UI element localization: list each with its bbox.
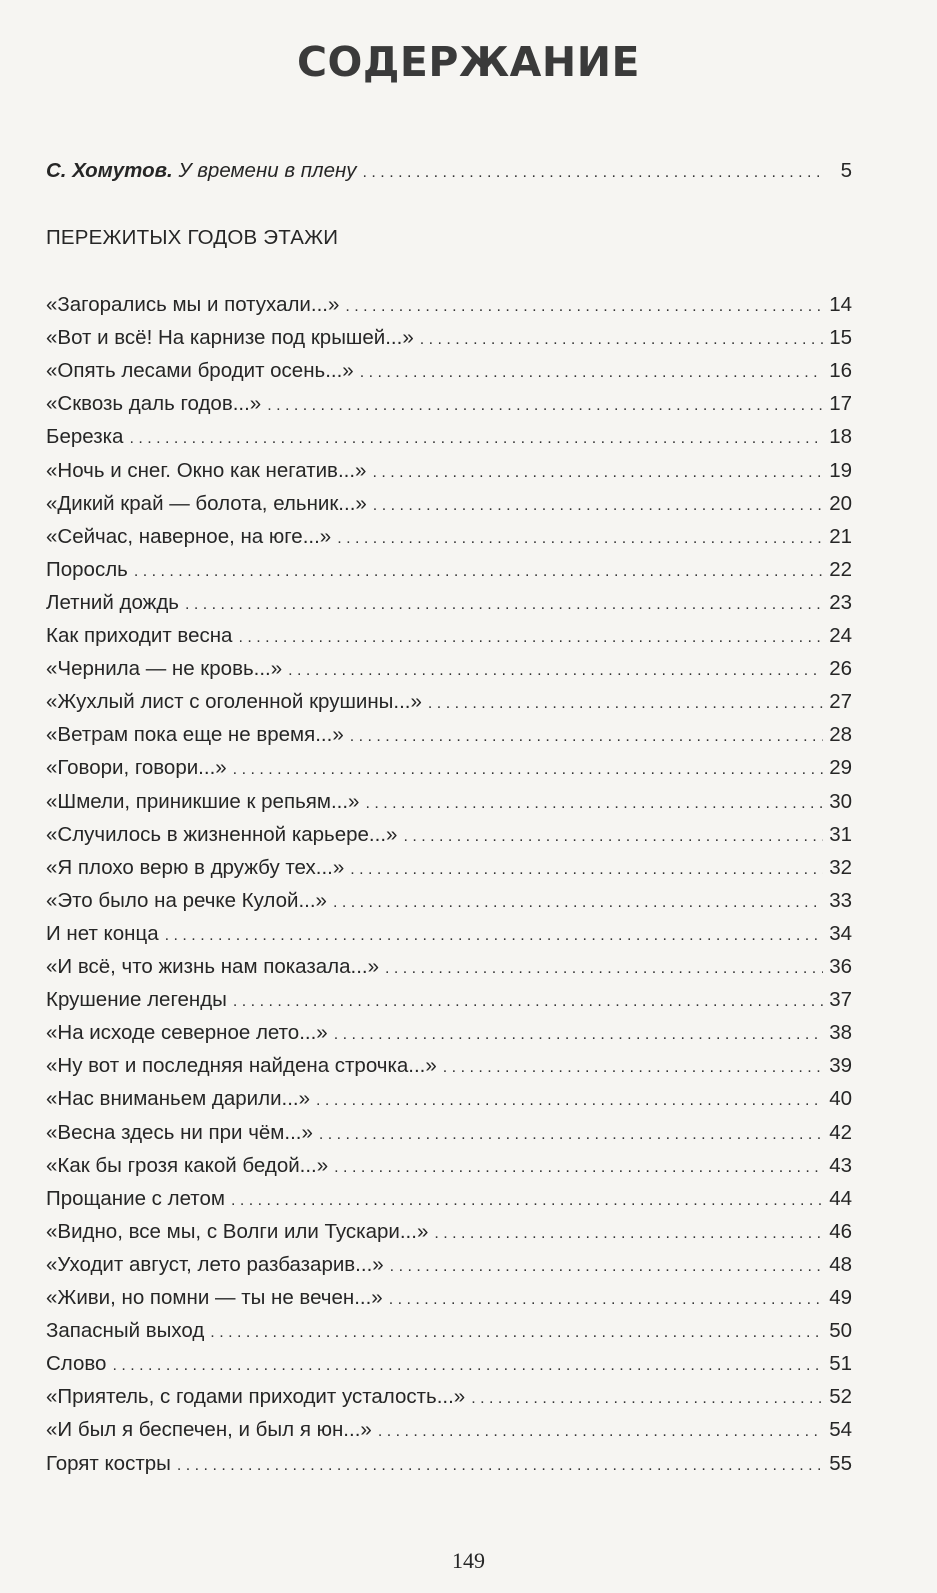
- section-heading: ПЕРЕЖИТЫХ ГОДОВ ЭТАЖИ: [46, 226, 339, 249]
- toc-entry-label: Поросль: [46, 557, 128, 581]
- toc-page-number: 49: [829, 1286, 852, 1309]
- toc-entry-label: «На исходе северное лето...»: [46, 1021, 328, 1045]
- toc-entry: [46, 355, 852, 387]
- dot-leader: [345, 291, 823, 323]
- dot-leader: [233, 754, 824, 786]
- toc-page-number: 32: [829, 855, 852, 879]
- toc-page-number: 52: [829, 1385, 852, 1409]
- toc-page-number: 23: [829, 590, 852, 614]
- dot-leader: [350, 854, 823, 886]
- dot-leader: [233, 986, 823, 1018]
- toc-entry: [46, 885, 852, 917]
- toc-entry-label: «Чернила — не кровь...»: [46, 657, 283, 681]
- toc-entry: [46, 786, 852, 818]
- toc-page-number: 16: [829, 359, 852, 383]
- toc-entry: [46, 1216, 852, 1248]
- dot-leader: [316, 1085, 823, 1117]
- dot-leader: [372, 457, 823, 489]
- toc-page-number: 43: [829, 1153, 852, 1177]
- toc-page-number: 30: [829, 789, 852, 813]
- toc-entry-label: «Опять лесами бродит осень...»: [46, 359, 354, 383]
- dot-leader: [334, 1019, 823, 1051]
- toc-page-number: 48: [829, 1252, 852, 1276]
- toc-entry: [46, 455, 852, 487]
- toc-entry: [46, 1414, 852, 1446]
- toc-entry-label: «Шмели, приникшие к репьям...»: [46, 789, 360, 813]
- toc-entry: [46, 1448, 852, 1480]
- dot-leader: [333, 887, 823, 919]
- intro-subtitle: У времени в плену: [178, 159, 357, 182]
- dot-leader: [390, 1251, 824, 1283]
- dot-leader: [337, 523, 823, 555]
- toc-entry-label: «Это было на речке Кулой...»: [46, 888, 327, 912]
- toc-entry: [46, 1282, 852, 1314]
- toc-page-number: 46: [829, 1219, 852, 1243]
- toc-page-number: 50: [829, 1319, 852, 1343]
- toc-page-number: 38: [829, 1021, 852, 1045]
- toc-page-number: 51: [829, 1352, 852, 1376]
- toc-page-number: 40: [829, 1087, 852, 1111]
- dot-leader: [443, 1052, 823, 1084]
- dot-leader: [363, 157, 824, 189]
- toc-entry: [46, 1083, 852, 1115]
- dot-leader: [185, 589, 823, 621]
- toc-page-number: 24: [829, 624, 852, 647]
- toc-entry-label: Крушение легенды: [46, 988, 227, 1012]
- toc-page-number: 54: [829, 1418, 852, 1442]
- toc-entry: [46, 852, 852, 884]
- toc-entry-label: Горят костры: [46, 1451, 171, 1475]
- toc-entry: [46, 653, 852, 685]
- dot-leader: [434, 1218, 823, 1250]
- toc-page-number: 36: [829, 955, 852, 978]
- toc-entry: [46, 719, 852, 751]
- toc-entry: [46, 620, 852, 652]
- toc-entry: [46, 984, 852, 1016]
- toc-entry-label: Как приходит весна: [46, 624, 233, 647]
- toc-page-number: 18: [829, 425, 852, 449]
- toc-page-number: 44: [829, 1186, 852, 1210]
- dot-leader: [385, 953, 823, 985]
- toc-entry-label: Летний дождь: [46, 590, 179, 614]
- toc-entry-label: «И всё, что жизнь нам показала...»: [46, 955, 379, 978]
- toc-page-number: 37: [829, 988, 852, 1012]
- toc-entry-label: «Живи, но помни — ты не вечен...»: [46, 1286, 383, 1309]
- toc-page-number: 15: [829, 326, 852, 350]
- toc-page-number: 14: [829, 293, 852, 316]
- toc-entry-label: «Загорались мы и потухали...»: [46, 293, 340, 316]
- toc-entry-label: «Сейчас, наверное, на юге...»: [46, 524, 332, 548]
- toc-page-number: 28: [829, 723, 852, 747]
- toc-entry-label: И нет конца: [46, 921, 159, 945]
- dot-leader: [360, 357, 823, 389]
- toc-entry-label: [46, 155, 357, 187]
- toc-entry-label: «Как бы грозя какой бедой...»: [46, 1153, 329, 1177]
- toc-entry: [46, 1050, 852, 1082]
- toc-entry-label: «Ну вот и последняя найдена строчка...»: [46, 1054, 437, 1078]
- toc-entry-label: «Сквозь даль годов...»: [46, 392, 262, 416]
- toc-entry: [46, 1017, 852, 1049]
- toc-entry: [46, 388, 852, 420]
- toc-entry: [46, 1183, 852, 1215]
- toc-entry: [46, 322, 852, 354]
- toc-entry: [46, 521, 852, 553]
- toc-page-number: 5: [840, 159, 852, 182]
- toc-entry-label: Березка: [46, 425, 124, 449]
- toc-entry-label: «Вот и всё! На карнизе под крышей...»: [46, 326, 414, 350]
- toc-entry: [46, 951, 852, 983]
- dot-leader: [334, 1152, 823, 1184]
- intro-author: С. Хомутов.: [46, 159, 173, 182]
- toc-page-number: 39: [829, 1054, 852, 1078]
- dot-leader: [177, 1450, 823, 1482]
- toc-entry-label: «Видно, все мы, с Волги или Тускари...»: [46, 1219, 429, 1243]
- toc-entry-label: «Дикий край — болота, ельник...»: [46, 491, 367, 515]
- dot-leader: [231, 1185, 823, 1217]
- toc-entry-label: «Ночь и снег. Окно как негатив...»: [46, 458, 367, 482]
- toc-entry: [46, 1117, 852, 1149]
- dot-leader: [403, 821, 823, 853]
- dot-leader: [420, 324, 823, 356]
- toc-entry: [46, 686, 852, 718]
- toc-page-number: 26: [829, 657, 852, 681]
- toc-entry: [46, 289, 852, 321]
- dot-leader: [389, 1284, 823, 1316]
- dot-leader: [267, 390, 823, 422]
- toc-page-number: 33: [829, 888, 852, 912]
- toc-page-number: 21: [829, 524, 852, 548]
- page-number: 149: [452, 1548, 485, 1573]
- toc-entry-label: «Уходит август, лето разбазарив...»: [46, 1252, 384, 1276]
- dot-leader: [288, 655, 823, 687]
- toc-page-number: 31: [829, 822, 852, 846]
- toc-entry: [46, 554, 852, 586]
- toc-entry-label: «Случилось в жизненной карьере...»: [46, 822, 398, 846]
- toc-entry: [46, 1150, 852, 1182]
- toc-page-number: 19: [829, 458, 852, 482]
- toc-page-number: 22: [829, 557, 852, 581]
- toc-entry: [46, 918, 852, 950]
- dot-leader: [350, 721, 823, 753]
- dot-leader: [210, 1317, 823, 1349]
- toc-entry: [46, 1381, 852, 1413]
- toc-entry: [46, 488, 852, 520]
- toc-entry: [46, 1348, 852, 1380]
- toc-page-number: 29: [829, 756, 852, 780]
- toc-entry-label: Слово: [46, 1352, 107, 1376]
- dot-leader: [365, 788, 823, 820]
- dot-leader: [129, 423, 823, 455]
- toc-entry-label: «Жухлый лист с оголенной крушины...»: [46, 690, 422, 714]
- toc-entry-label: «Я плохо верю в дружбу тех...»: [46, 855, 345, 879]
- dot-leader: [373, 490, 823, 522]
- toc-page-number: 34: [829, 921, 852, 945]
- toc-entry-label: «Нас вниманьем дарили...»: [46, 1087, 311, 1111]
- toc-entry: [46, 587, 852, 619]
- toc-page-number: 20: [829, 491, 852, 515]
- toc-entry-label: Запасный выход: [46, 1319, 205, 1343]
- dot-leader: [471, 1383, 823, 1415]
- toc-entry: [46, 752, 852, 784]
- dot-leader: [378, 1416, 823, 1448]
- toc-entry-label: «Говори, говори...»: [46, 756, 227, 780]
- toc-entry: [46, 1315, 852, 1347]
- toc-page-number: 55: [829, 1451, 852, 1475]
- dot-leader: [134, 556, 823, 588]
- dot-leader: [319, 1119, 823, 1151]
- dot-leader: [112, 1350, 823, 1382]
- toc-entry-label: «Весна здесь ни при чём...»: [46, 1120, 313, 1144]
- toc-page-number: 27: [829, 690, 852, 714]
- toc-entry: [46, 819, 852, 851]
- dot-leader: [238, 622, 823, 654]
- toc-entry-intro: [46, 155, 852, 187]
- toc-entry-label: «И был я беспечен, и был я юн...»: [46, 1418, 372, 1442]
- toc-page-number: 17: [829, 392, 852, 416]
- toc-entry-label: «Ветрам пока еще не время...»: [46, 723, 344, 747]
- toc-page-number: 42: [829, 1120, 852, 1144]
- dot-leader: [428, 688, 823, 720]
- toc-entry: [46, 421, 852, 453]
- toc-entry: [46, 1249, 852, 1281]
- page-title: СОДЕРЖАНИЕ: [296, 38, 641, 86]
- toc-entry-label: «Приятель, с годами приходит усталость...»: [46, 1385, 466, 1409]
- dot-leader: [165, 920, 824, 952]
- toc-entry-label: Прощание с летом: [46, 1186, 225, 1210]
